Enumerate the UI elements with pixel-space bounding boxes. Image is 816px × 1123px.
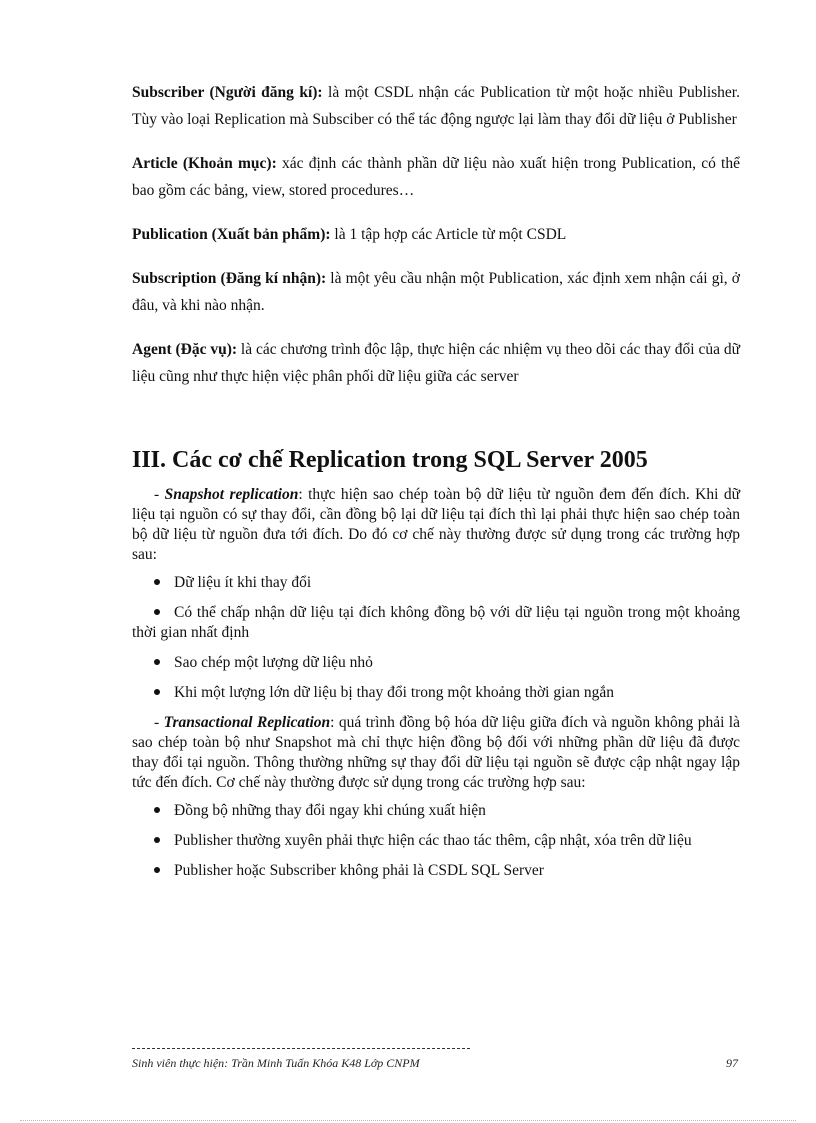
list-item <box>132 861 740 881</box>
page-content <box>132 79 740 891</box>
definition-subscriber <box>132 79 740 133</box>
list-item-text: Sao chép một lượng dữ liệu nhỏ <box>174 654 373 671</box>
definition-term: Agent (Đặc vụ): <box>132 341 238 358</box>
section-heading: III. Các cơ chế Replication trong SQL Server 2005 <box>132 447 648 473</box>
list-item <box>132 573 740 593</box>
page-edge-divider <box>20 1120 796 1121</box>
bullet-icon <box>154 867 160 873</box>
transactional-text: : quá trình đồng bộ hóa dữ liệu giữa đích và nguồn không phải là sao chép toàn bộ như Snapshot mà chỉ thực hiện đồng bộ đối với những phần dữ liệu đã được thay đổi tại nguồn. Thông thường những sự thay đổi dữ liệu tại nguồn sẽ được cập nhật ngay lập tức đến đích. Cơ chế này thường được sử dụng trong các trường hợp sau: <box>132 714 740 791</box>
transactional-paragraph <box>132 713 740 793</box>
definition-publication <box>132 221 740 248</box>
definition-text: là các chương trình độc lập, thực hiện các nhiệm vụ theo dõi các thay đổi của dữ liệu cũng như thực hiện việc phân phối dữ liệu giữa các server <box>132 341 741 385</box>
definition-agent <box>132 336 740 390</box>
definition-text: là một CSDL nhận các Publication từ một hoặc nhiều Publisher. Tùy vào loại Replication mà Subsciber có thể tác động ngược lại làm thay đổi dữ liệu ở Publisher <box>132 84 740 128</box>
dash-prefix: - <box>154 486 165 503</box>
dash-prefix: - <box>154 714 164 731</box>
list-item <box>132 801 740 821</box>
bullet-icon <box>154 837 160 843</box>
snapshot-term: Snapshot replication <box>164 486 299 503</box>
bullet-icon <box>154 659 160 665</box>
definition-subscription <box>132 265 740 319</box>
list-item-text: Đồng bộ những thay đổi ngay khi chúng xuất hiện <box>174 802 486 819</box>
definition-text: là một yêu cầu nhận một Publication, xác định xem nhận cái gì, ở đâu, và khi nào nhận. <box>132 270 740 314</box>
transactional-term: Transactional Replication <box>163 714 331 731</box>
list-item <box>132 831 740 851</box>
definition-term: Subscription (Đăng kí nhận): <box>132 270 327 287</box>
list-item-text: Có thể chấp nhận dữ liệu tại đích không đồng bộ với dữ liệu tại nguồn trong một khoảng thời gian nhất định <box>132 604 740 641</box>
list-item <box>132 603 740 643</box>
footer-author: Sinh viên thực hiện: Trần Minh Tuấn Khóa K48 Lớp CNPM <box>132 1056 420 1070</box>
definition-term: Publication (Xuất bản phẩm): <box>132 226 331 243</box>
bullet-icon <box>154 579 160 585</box>
definition-text: xác định các thành phần dữ liệu nào xuất hiện trong Publication, có thể bao gồm các bảng, view, stored procedures… <box>132 155 740 199</box>
snapshot-text: : thực hiện sao chép toàn bộ dữ liệu từ nguồn đem đến đích. Khi dữ liệu tại nguồn có sự thay đổi, cần đồng bộ lại dữ liệu tại đích thì lại phải thực hiện sao chép toàn bộ dữ liệu từ nguồn đưa tới đích. Do đó cơ chế này thường được sử dụng trong các trường hợp sau: <box>132 486 740 563</box>
list-item-text: Publisher thường xuyên phải thực hiện các thao tác thêm, cập nhật, xóa trên dữ liệu <box>174 832 692 849</box>
list-item-text: Dữ liệu ít khi thay đổi <box>174 574 312 591</box>
definition-article <box>132 150 740 204</box>
definition-text: là 1 tập hợp các Article từ một CSDL <box>330 226 567 243</box>
definition-term: Subscriber (Người đăng kí): <box>132 84 323 101</box>
list-item-text: Publisher hoặc Subscriber không phải là CSDL SQL Server <box>174 862 544 879</box>
bullet-icon <box>154 807 160 813</box>
bullet-icon <box>154 689 160 695</box>
snapshot-paragraph <box>132 485 740 565</box>
list-item <box>132 653 740 673</box>
page-number: 97 <box>726 1056 738 1070</box>
bullet-icon <box>154 609 160 615</box>
definition-term: Article (Khoản mục): <box>132 155 277 172</box>
list-item-text: Khi một lượng lớn dữ liệu bị thay đổi trong một khoảng thời gian ngắn <box>174 684 615 701</box>
footer-divider <box>132 1048 470 1049</box>
page-footer <box>132 1056 740 1071</box>
list-item <box>132 683 740 703</box>
